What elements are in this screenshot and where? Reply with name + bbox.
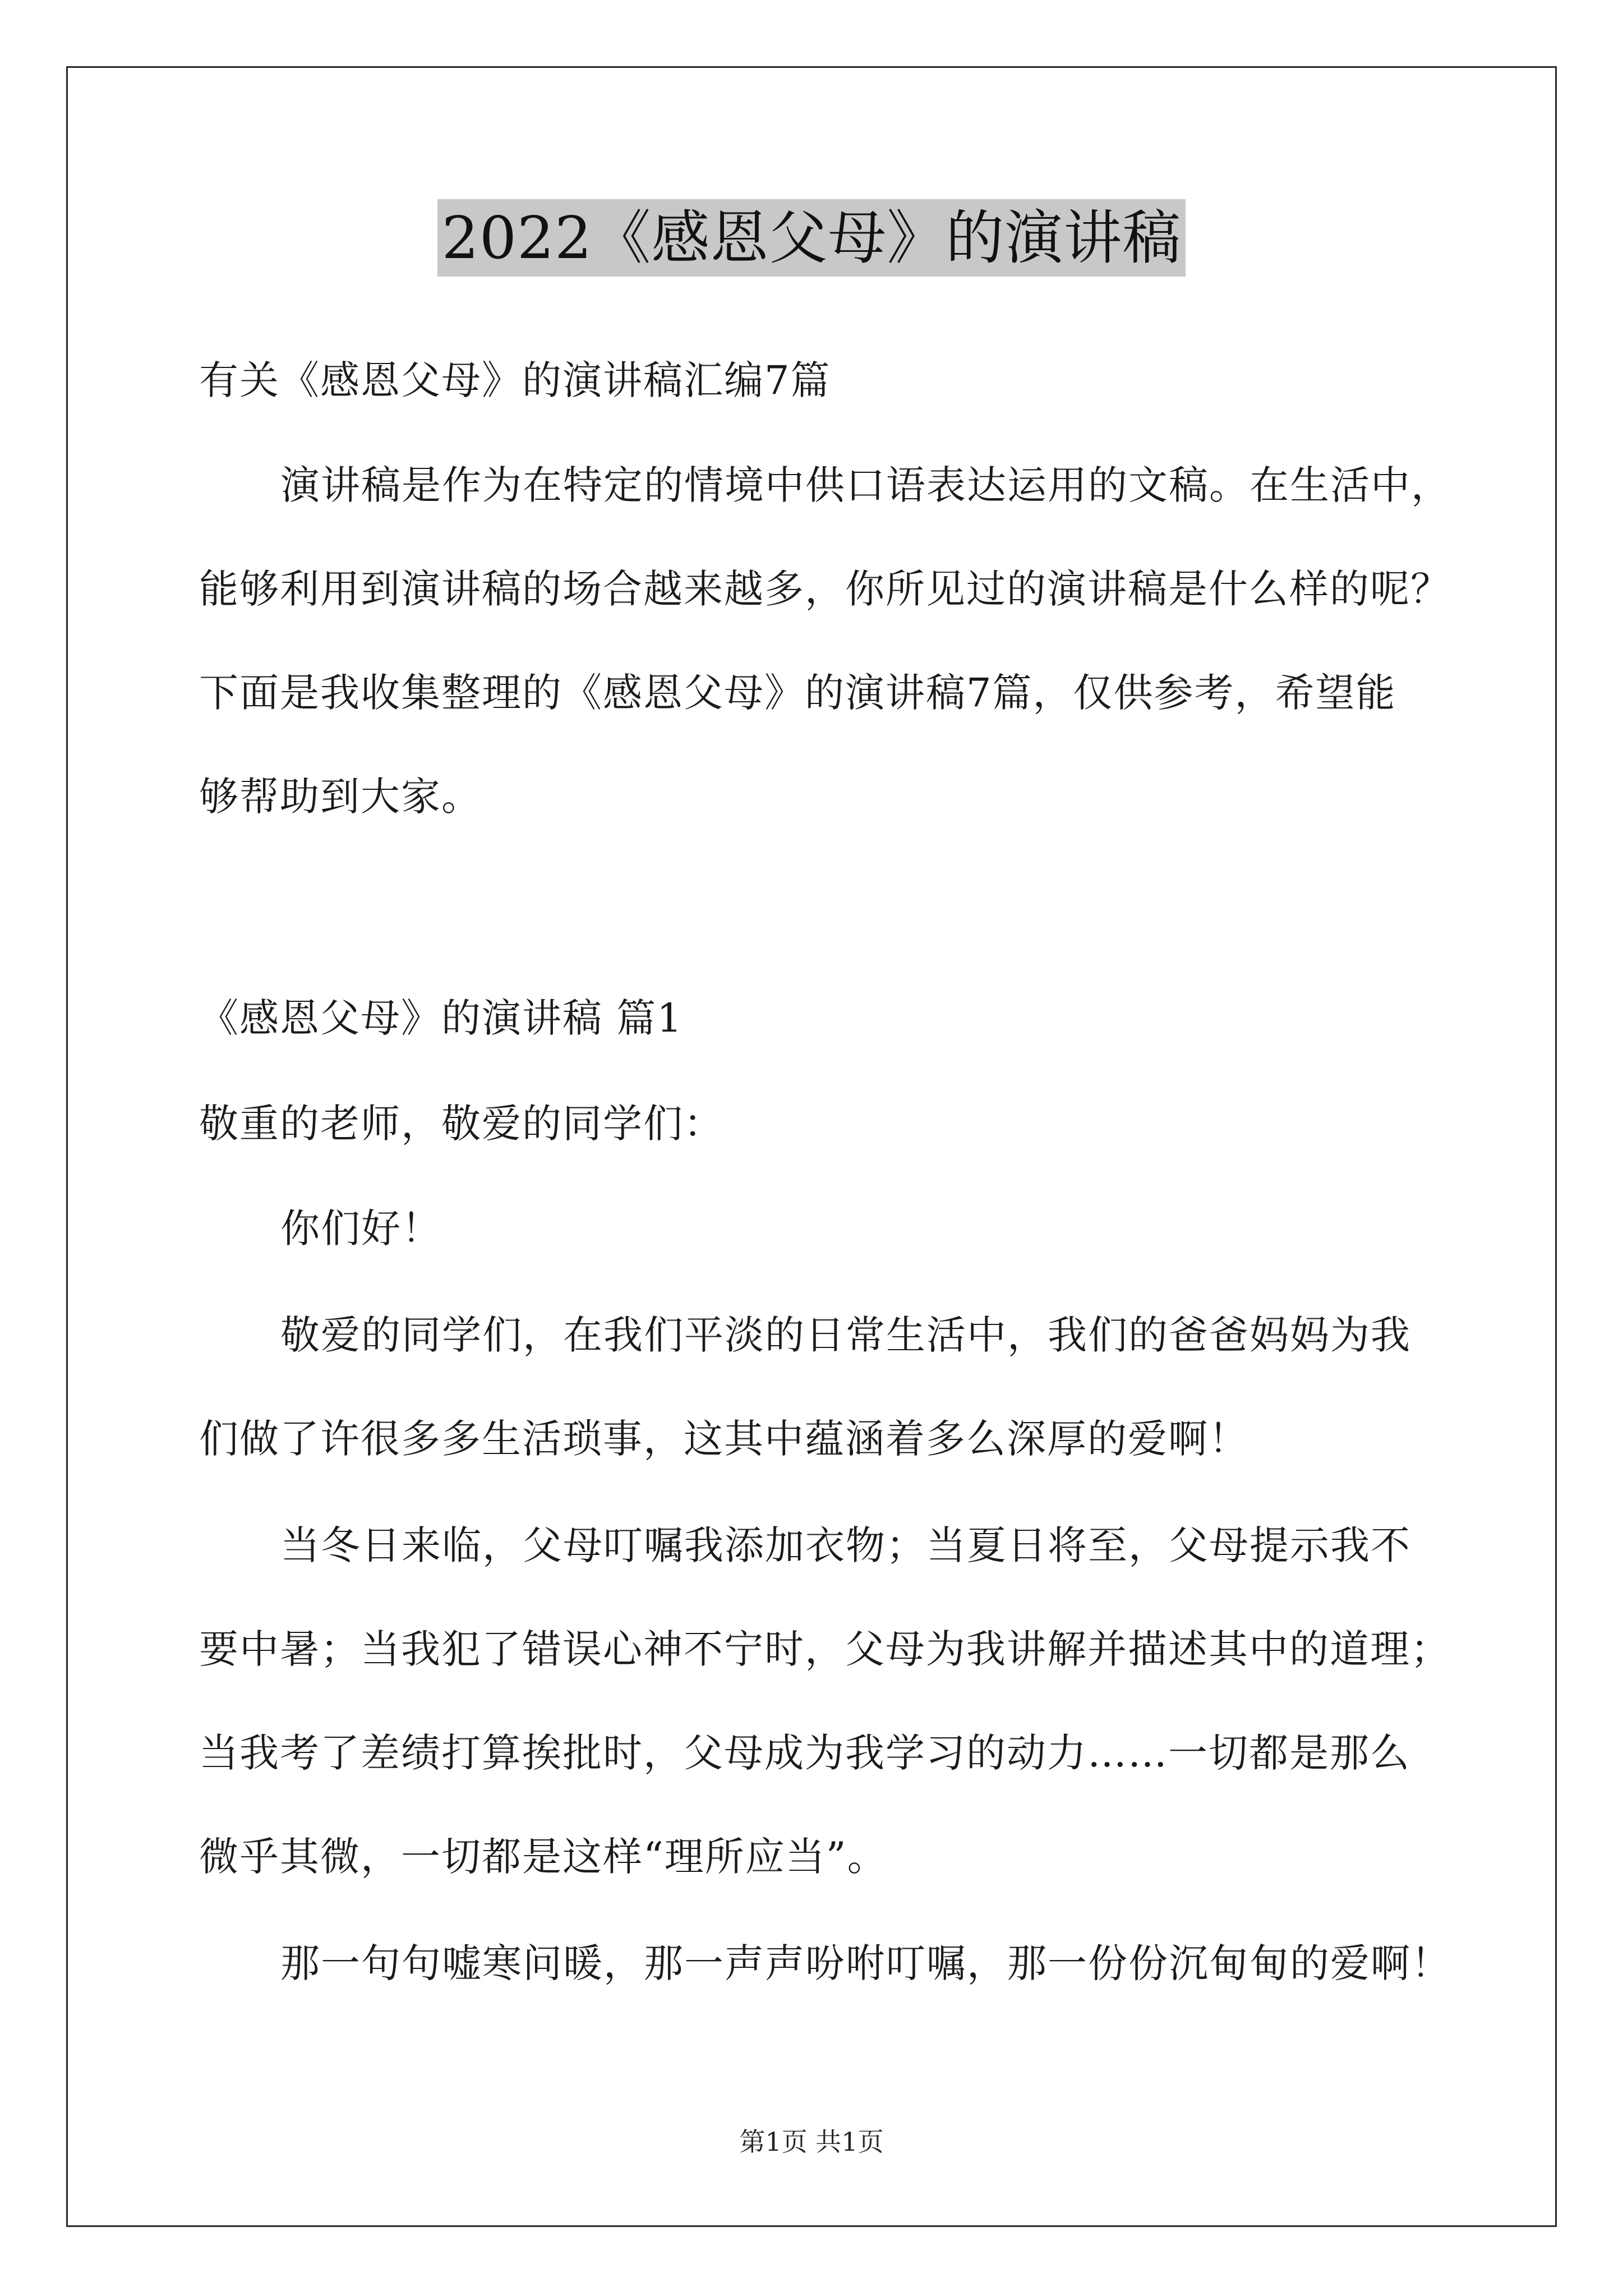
- greeting: 你们好！: [280, 1205, 442, 1251]
- salutation: 敬重的老师，敬爱的同学们：: [199, 1101, 724, 1147]
- intro-line: 下面是我收集整理的《感恩父母》的演讲稿7篇，仅供参考，希望能: [199, 670, 1396, 716]
- intro-line: 够帮助到大家。: [199, 774, 482, 820]
- body-line: 们做了许很多多生活琐事，这其中蕴涵着多么深厚的爱啊！: [199, 1416, 1249, 1462]
- document-title: 2022《感恩父母》的演讲稿: [437, 199, 1186, 277]
- body-line: 微乎其微，一切都是这样“理所应当”。: [199, 1834, 888, 1880]
- body-line: 当我考了差绩打算挨批时，父母成为我学习的动力……一切都是那么: [199, 1730, 1410, 1776]
- intro-line: 能够利用到演讲稿的场合越来越多，你所见过的演讲稿是什么样的呢？: [199, 566, 1451, 612]
- page-footer: 第1页 共1页: [739, 2127, 884, 2157]
- body-line: 要中暑；当我犯了错误心神不宁时，父母为我讲解并描述其中的道理；: [199, 1626, 1451, 1672]
- intro-line: 演讲稿是作为在特定的情境中供口语表达运用的文稿。在生活中，: [280, 462, 1451, 508]
- title-block: [0, 199, 1623, 277]
- body-line: 当冬日来临，父母叮嘱我添加衣物；当夏日将至，父母提示我不: [280, 1522, 1411, 1568]
- section-heading: 《感恩父母》的演讲稿 篇1: [199, 995, 683, 1041]
- body-line: 敬爱的同学们，在我们平淡的日常生活中，我们的爸爸妈妈为我: [280, 1312, 1411, 1358]
- body-line: 那一句句嘘寒问暖，那一声声吩咐叮嘱，那一份份沉甸甸的爱啊！: [280, 1940, 1451, 1986]
- document-subtitle: 有关《感恩父母》的演讲稿汇编7篇: [199, 357, 831, 403]
